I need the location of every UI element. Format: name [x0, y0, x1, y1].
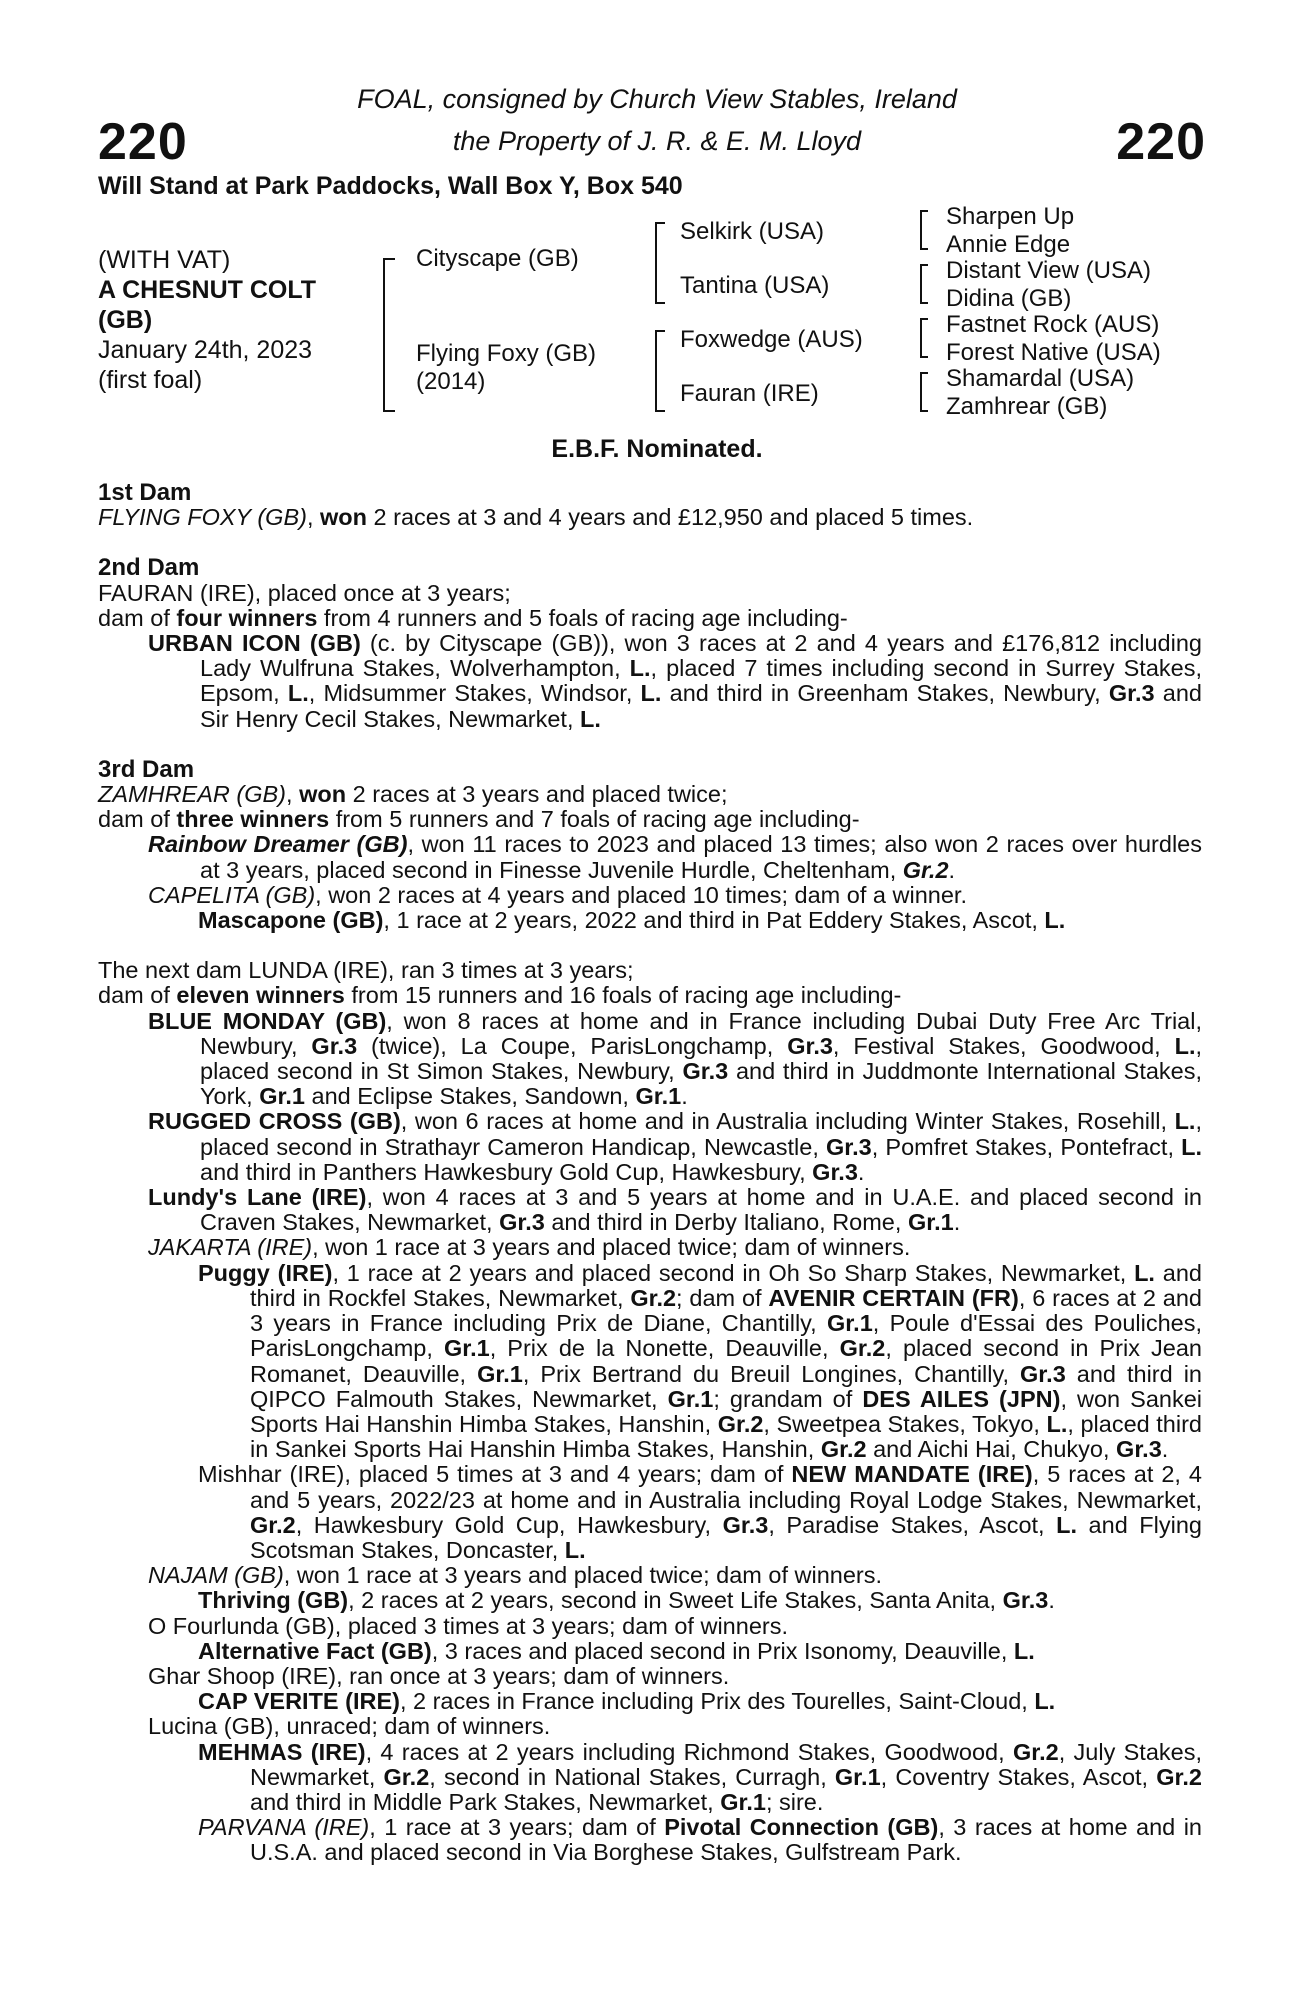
pedigree-ggp-5: Fastnet Rock (AUS) [946, 311, 1160, 338]
pedigree-bracket-gg3 [920, 318, 928, 358]
colt-info [98, 245, 316, 395]
third-dam-produce: dam of three winners from 5 runners and 7 foals of racing age including- [98, 806, 860, 833]
pedigree-ggp-8: Zamhrear (GB) [946, 393, 1108, 420]
pedigree-ggp-6: Forest Native (USA) [946, 339, 1161, 366]
pedigree-ggp-2: Annie Edge [946, 231, 1071, 258]
urban-icon-entry: URBAN ICON (GB) (c. by Cityscape (GB)), won 3 races at 2 and 4 years and £176,812 including Lady Wulfruna Stakes, Wolverhampton, L., placed 7 times including second in Surrey Stakes, Epsom, L., Midsummer Stakes, Windsor, L. and third in Greenham Stakes, Newbury, Gr.3 and Sir Henry Cecil Stakes, Newmarket, L. [148, 630, 1202, 732]
pedigree-ggp-7: Shamardal (USA) [946, 365, 1135, 392]
pedigree-ggp-4: Didina (GB) [946, 285, 1072, 312]
ghar-shoop-entry: Ghar Shoop (IRE), ran once at 3 years; dam of winners. [148, 1662, 730, 1689]
first-dam-name: FLYING FOXY (GB) [98, 504, 307, 531]
pedigree-bracket-main [383, 258, 395, 412]
lot-number-right: 220 [1116, 113, 1206, 171]
property-line: the Property of J. R. & E. M. Lloyd [452, 126, 862, 156]
pedigree-dam-dam: Fauran (IRE) [680, 380, 819, 407]
second-dam-produce: dam of four winners from 4 runners and 5 foals of racing age including- [98, 604, 848, 631]
pedigree-ggp-1: Sharpen Up [946, 203, 1075, 230]
pedigree-bracket-dam [655, 330, 665, 412]
lucina-entry: Lucina (GB), unraced; dam of winners. [148, 1713, 551, 1740]
pedigree-bracket-sire [655, 222, 665, 304]
pedigree-sire-sire: Selkirk (USA) [680, 218, 825, 245]
pedigree-dam-year: (2014) [416, 368, 486, 395]
lot-number-left: 220 [98, 113, 188, 171]
capelita-entry: CAPELITA (GB), won 2 races at 4 years and placed 10 times; dam of a winner. [148, 881, 967, 908]
ebf-nominated: E.B.F. Nominated. [551, 435, 763, 463]
colt-dob: January 24th, 2023 [98, 336, 313, 364]
o-fourlunda-entry: O Fourlunda (GB), placed 3 times at 3 years; dam of winners. [148, 1612, 788, 1639]
mascapone-entry: Mascapone (GB), 1 race at 2 years, 2022 and third in Pat Eddery Stakes, Ascot, L. [198, 907, 1066, 934]
mehmas-entry: MEHMAS (IRE), 4 races at 2 years including Richmond Stakes, Goodwood, Gr.2, July Stakes, Newmarket, Gr.2, second in National Stakes, Curragh, Gr.1, Coventry Stakes, Ascot, Gr.2 and third in Middle Park Stakes, Newmarket, Gr.1; sire. [198, 1738, 1203, 1815]
colt-origin: (GB) [98, 306, 153, 334]
consignor-line: FOAL, consigned by Church View Stables, Ireland [357, 84, 957, 114]
alternative-fact-entry: Alternative Fact (GB), 3 races and placed second in Prix Isonomy, Deauville, L. [198, 1637, 1035, 1664]
first-dam-heading: 1st Dam [98, 479, 192, 506]
rainbow-dreamer-entry: Rainbow Dreamer (GB), won 11 races to 2023 and placed 13 times; also won 2 races over hurdles at 3 years, placed second in Finesse Juvenile Hurdle, Cheltenham, Gr.2. [148, 831, 1202, 883]
pedigree-bracket-gg2 [920, 264, 928, 304]
lundys-lane-entry: Lundy's Lane (IRE), won 4 races at 3 and 5 years at home and in U.A.E. and placed second in Craven Stakes, Newmarket, Gr.3 and third in Derby Italiano, Rome, Gr.1. [148, 1184, 1202, 1236]
cap-verite-entry: CAP VERITE (IRE), 2 races in France including Prix des Tourelles, Saint-Cloud, L. [198, 1688, 1056, 1715]
first-dam-entry: FLYING FOXY (GB), won 2 races at 3 and 4 years and £12,950 and placed 5 times. [98, 504, 974, 531]
pedigree-bracket-gg4 [920, 372, 928, 412]
third-dam-heading: 3rd Dam [98, 755, 195, 783]
blue-monday-entry: BLUE MONDAY (GB), won 8 races at home and in France including Dubai Duty Free Arc Trial, Newbury, Gr.3 (twice), La Coupe, ParisLongchamp, Gr.3, Festival Stakes, Goodwood, L., placed second in St Simon Stakes, Newbury, Gr.3 and third in Juddmonte International Stakes, York, Gr.1 and Eclipse Stakes, Sandown, Gr.1. [148, 1007, 1203, 1110]
catalogue-body [98, 480, 1202, 1866]
rugged-cross-entry: RUGGED CROSS (GB), won 6 races at home and in Australia including Winter Stakes, Rosehill, L., placed second in Strathayr Cameron Handicap, Newcastle, Gr.3, Pomfret Stakes, Pontefract, L. and third in Panthers Hawkesbury Gold Cup, Hawkesbury, Gr.3. [148, 1108, 1203, 1185]
najam-entry: NAJAM (GB), won 1 race at 3 years and placed twice; dam of winners. [148, 1562, 883, 1589]
parvana-entry: PARVANA (IRE), 1 race at 3 years; dam of Pivotal Connection (GB), 3 races at home and in U.S.A. and placed second in Via Borghese Stakes, Gulfstream Park. [198, 1814, 1202, 1866]
second-dam-heading: 2nd Dam [98, 554, 200, 582]
second-dam-line: FAURAN (IRE), placed once at 3 years; [98, 579, 511, 606]
pedigree-dam-sire: Foxwedge (AUS) [680, 326, 863, 353]
colt-note: (first foal) [98, 366, 203, 394]
jakarta-entry: JAKARTA (IRE), won 1 race at 3 years and placed twice; dam of winners. [148, 1234, 911, 1261]
colt-name: A CHESNUT COLT [98, 276, 317, 304]
pedigree-sire-dam: Tantina (USA) [680, 272, 830, 299]
pedigree-bracket-gg1 [920, 210, 928, 250]
next-dam-line: The next dam LUNDA (IRE), ran 3 times at 3 years; [98, 957, 634, 984]
pedigree-ggp-3: Distant View (USA) [946, 257, 1151, 284]
mishhar-entry: Mishhar (IRE), placed 5 times at 3 and 4 years; dam of NEW MANDATE (IRE), 5 races at 2, 4 and 5 years, 2022/23 at home and in Australia including Royal Lodge Stakes, Newmarket, Gr.2, Hawkesbury Gold Cup, Hawkesbury, Gr.3, Paradise Stakes, Ascot, L. and Flying Scotsman Stakes, Doncaster, L. [198, 1461, 1202, 1563]
third-dam-entry: ZAMHREAR (GB), won 2 races at 3 years and placed twice; [98, 781, 728, 808]
pedigree-dam: Flying Foxy (GB) [416, 340, 597, 367]
puggy-entry: Puggy (IRE), 1 race at 2 years and placed second in Oh So Sharp Stakes, Newmarket, L. and third in Rockfel Stakes, Newmarket, Gr.2; dam of AVENIR CERTAIN (FR), 6 races at 2 and 3 years in France including Prix de Diane, Chantilly, Gr.1, Poule d'Essai des Pouliches, ParisLongchamp, Gr.1, Prix de la Nonette, Deauville, Gr.2, placed second in Prix Jean Romanet, Deauville, Gr.1, Prix Bertrand du Breuil Longines, Chantilly, Gr.3 and third in QIPCO Falmouth Stakes, Newmarket, Gr.1; grandam of DES AILES (JPN), won Sankei Sports Hai Hanshin Himba Stakes, Hanshin, Gr.2, Sweetpea Stakes, Tokyo, L., placed third in Sankei Sports Hai Hanshin Himba Stakes, Hanshin, Gr.2 and Aichi Hai, Chukyo, Gr.3. [198, 1259, 1203, 1463]
thriving-entry: Thriving (GB), 2 races at 2 years, second in Sweet Life Stakes, Santa Anita, Gr.3. [198, 1587, 1055, 1614]
stand-location: Will Stand at Park Paddocks, Wall Box Y, Box 540 [98, 172, 683, 200]
vat-note: (WITH VAT) [98, 246, 231, 274]
pedigree-sire: Cityscape (GB) [416, 245, 579, 272]
next-dam-produce: dam of eleven winners from 15 runners and 16 foals of racing age including- [98, 982, 902, 1009]
